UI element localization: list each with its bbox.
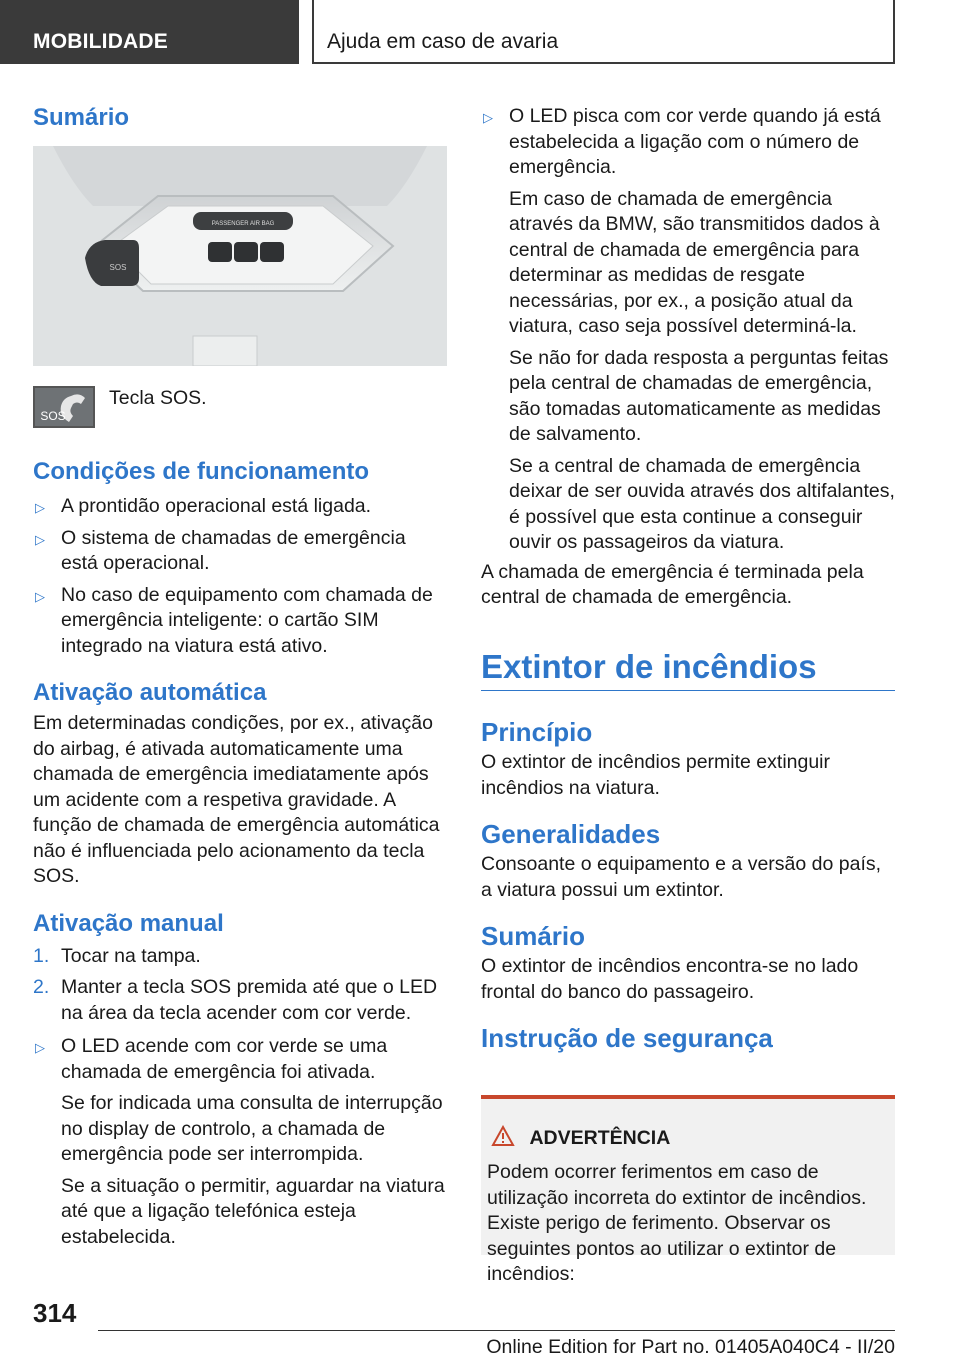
paragraph: O extintor de incêndios encontra-se no lado frontal do banco do passageiro.: [481, 955, 859, 1003]
triangle-bullet-icon: ▷: [35, 1040, 45, 1055]
paragraph: O extintor de incêndios permite extinguir incêndios na viatura.: [481, 751, 831, 799]
auto-activation-heading: Ativação automática: [33, 679, 267, 706]
triangle-bullet-icon: ▷: [483, 110, 493, 125]
extinguisher-title: Extintor de incêndios: [481, 648, 817, 685]
footer-divider: [98, 1330, 895, 1331]
title-divider: [481, 690, 895, 691]
principle-heading: Princípio: [481, 717, 593, 747]
warning-box: [481, 1095, 895, 1285]
sos-button-icon: [33, 386, 95, 428]
conditions-heading: Condições de funcionamento: [33, 458, 370, 485]
section-tab: MOBILIDADE: [0, 0, 299, 64]
edition-footer: Online Edition for Part no. 01405A040C4 - II/20: [486, 1336, 895, 1358]
step-item: 1. Tocar na tampa.: [33, 944, 201, 967]
passenger-airbag-label: PASSENGER AIR BAG: [211, 221, 275, 227]
warning-triangle-icon: [491, 1125, 515, 1152]
list-item: ▷ O sistema de chamadas de emergência está operacional.: [35, 526, 406, 574]
list-item: ▷ A prontidão operacional está ligada.: [33, 494, 447, 520]
chapter-tab: Ajuda em caso de avaria: [312, 0, 895, 64]
paragraph: Se a central de chamada de emergência deixar de ser ouvida através dos altifalantes, é possível que esta continue a conseguir ouvir os passageiros da viatura.: [509, 454, 895, 553]
page-number: 314: [33, 1298, 77, 1328]
triangle-bullet-icon: ▷: [35, 588, 45, 604]
safety-heading: Instrução de segurança: [481, 1023, 773, 1053]
page-header: [0, 0, 960, 66]
paragraph: A chamada de emergência é terminada pela central de chamada de emergência.: [481, 560, 864, 608]
list-item: ▷ O LED acende com cor verde se uma chamada de emergência foi ativada.: [35, 1035, 388, 1083]
paragraph: Consoante o equipamento e a versão do país, a viatura possui um extintor.: [481, 853, 882, 901]
manual-activation-heading: Ativação manual: [33, 909, 224, 937]
warning-header: [487, 1125, 889, 1152]
sos-icon-label: SOS: [40, 409, 66, 423]
list-item: ▷ O LED pisca com cor verde quando já está estabelecida a ligação com o número de emergência.: [483, 105, 881, 178]
triangle-bullet-icon: ▷: [35, 531, 45, 547]
step-item: 2. Manter a tecla SOS premida até que o LED na área da tecla acender com cor verde.: [33, 976, 438, 1024]
paragraph: Se for indicada uma consulta de interrupção no display de controlo, a chamada de emergência pode ser interrompida.: [61, 1092, 443, 1165]
summary-heading: Sumário: [33, 104, 130, 131]
paragraph: Se a situação o permitir, aguardar na viatura até que a ligação telefónica esteja estabelecida.: [61, 1174, 445, 1248]
triangle-bullet-icon: ▷: [35, 500, 45, 515]
warning-text: Podem ocorrer ferimentos em caso de utilização incorreta do extintor de incêndios. Existe perigo de ferimento. Observar os seguintes pontos ao utilizar o extintor de incêndios:: [487, 1161, 867, 1285]
general-heading: Generalidades: [481, 819, 661, 849]
auto-activation-text: Em determinadas condições, por ex., ativação do airbag, é ativada automaticamente uma chamada de emergência imediatamente após um acidente com a respetiva gravidade. A função de chamada de emergência automática não é influenciada pelo acionamento da tecla SOS.: [33, 712, 440, 887]
paragraph: Em caso de chamada de emergência através da BMW, são transmitidos dados à central de chamada de emergência para determinar as medidas de resgate necessárias, por ex., a posição atual da viatura, caso seja possível determiná-la.: [509, 187, 880, 337]
warning-title: ADVERTÊNCIA: [529, 1127, 671, 1149]
list-item: ▷ No caso de equipamento com chamada de emergência inteligente: o cartão SIM integrado na viatura está ativo.: [35, 583, 433, 657]
summary-heading-right: Sumário: [481, 921, 586, 951]
figure-caption: Tecla SOS.: [109, 387, 207, 409]
sos-panel-photo: [33, 146, 447, 366]
paragraph: Se não for dada resposta a perguntas feitas pela central de chamadas de emergência, são tomadas automaticamente as medidas de salvamento.: [509, 346, 889, 445]
sos-button-label: SOS: [109, 263, 127, 272]
